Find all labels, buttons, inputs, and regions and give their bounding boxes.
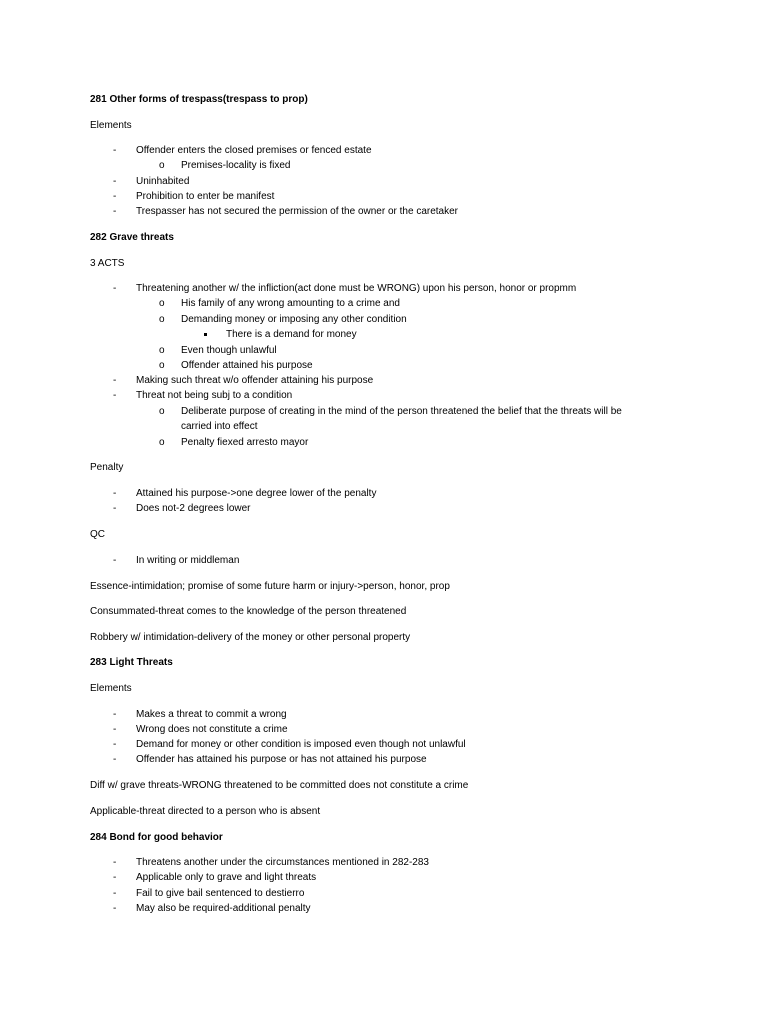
dash-marker: - [113,739,117,750]
circle-marker: o [159,298,165,309]
dash-marker: - [113,375,117,386]
list-item: In writing or middleman [136,555,240,566]
list-item: Applicable only to grave and light threats [136,872,317,883]
dash-marker: - [113,872,117,883]
dash-marker: - [113,206,117,217]
circle-marker: o [159,160,165,171]
square-bullet-icon [204,329,207,341]
dash-marker: - [113,709,117,720]
dash-marker: - [113,488,117,499]
list-item: Making such threat w/o offender attaining his purpose [136,375,374,386]
list-item: Offender has attained his purpose or has not attained his purpose [136,754,427,765]
list-item: Prohibition to enter be manifest [136,191,275,202]
list-item: Deliberate purpose of creating in the mind of the person threatened the belief that the threats will be [181,406,622,417]
dash-marker: - [113,555,117,566]
penalty-label: Penalty [90,462,124,473]
circle-marker: o [159,345,165,356]
note-paragraph: Consummated-threat comes to the knowledge of the person threatened [90,606,407,617]
dash-marker: - [113,145,117,156]
section-282-heading: 282 Grave threats [90,232,174,243]
list-item: Threatens another under the circumstances mentioned in 282-283 [136,857,429,868]
list-item-continued: carried into effect [181,421,258,432]
list-item: Even though unlawful [181,345,277,356]
note-paragraph: Essence-intimidation; promise of some future harm or injury->person, honor, prop [90,581,450,592]
list-item: Makes a threat to commit a wrong [136,709,287,720]
dash-marker: - [113,888,117,899]
qc-label: QC [90,529,105,540]
dash-marker: - [113,857,117,868]
circle-marker: o [159,360,165,371]
list-item: Threat not being subj to a condition [136,390,293,401]
circle-marker: o [159,437,165,448]
list-item: Offender attained his purpose [181,360,313,371]
section-283-heading: 283 Light Threats [90,657,173,668]
list-item: Does not-2 degrees lower [136,503,251,514]
section-283-elements-label: Elements [90,683,132,694]
note-paragraph: Robbery w/ intimidation-delivery of the money or other personal property [90,632,411,643]
dash-marker: - [113,754,117,765]
section-282-acts-label: 3 ACTS [90,258,125,269]
list-item: Fail to give bail sentenced to destierro [136,888,305,899]
circle-marker: o [159,406,165,417]
list-item: Uninhabited [136,176,190,187]
section-281-elements-label: Elements [90,120,132,131]
dash-marker: - [113,283,117,294]
list-item: Trespasser has not secured the permission of the owner or the caretaker [136,206,459,217]
list-item: Threatening another w/ the infliction(act done must be WRONG) upon his person, honor or propmm [136,283,577,294]
list-item: Demanding money or imposing any other condition [181,314,407,325]
list-item: Premises-locality is fixed [181,160,291,171]
note-paragraph: Diff w/ grave threats-WRONG threatened to be committed does not constitute a crime [90,780,469,791]
dash-marker: - [113,390,117,401]
section-281-heading: 281 Other forms of trespass(trespass to prop) [90,94,308,105]
dash-marker: - [113,191,117,202]
section-284-heading: 284 Bond for good behavior [90,832,223,843]
list-item: There is a demand for money [226,329,357,340]
dash-marker: - [113,176,117,187]
list-item: His family of any wrong amounting to a crime and [181,298,400,309]
dash-marker: - [113,724,117,735]
list-item: Wrong does not constitute a crime [136,724,288,735]
list-item: Offender enters the closed premises or fenced estate [136,145,372,156]
list-item: May also be required-additional penalty [136,903,311,914]
dash-marker: - [113,903,117,914]
list-item: Demand for money or other condition is imposed even though not unlawful [136,739,466,750]
circle-marker: o [159,314,165,325]
list-item: Penalty fiexed arresto mayor [181,437,309,448]
note-paragraph: Applicable-threat directed to a person who is absent [90,806,321,817]
dash-marker: - [113,503,117,514]
list-item: Attained his purpose->one degree lower of the penalty [136,488,377,499]
